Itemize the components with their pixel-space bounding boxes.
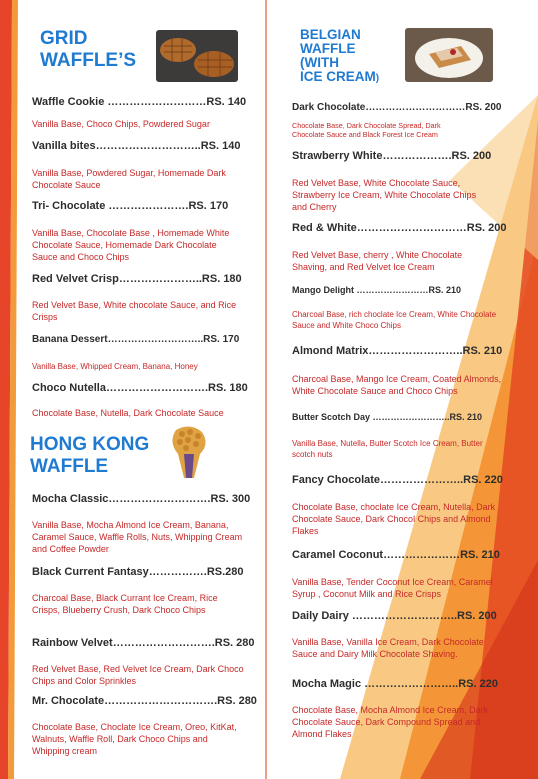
belgian-title-line3: (WITH — [300, 55, 339, 70]
belgian-title-line2: WAFFLE — [300, 41, 356, 56]
belgian-waffle-heading — [300, 28, 379, 86]
belgian-waffle-photo — [405, 28, 493, 82]
belgian-item-5-name: Almond Matrix……………………..RS. 210 — [292, 345, 503, 357]
grid-item-5-desc: Vanilla Base, Whipped Cream, Banana, Honey — [32, 362, 198, 371]
belgian-item-4-desc: Charcoal Base, rich choclate Ice Cream, White Chocolate Sauce and White Choco Chips — [292, 310, 497, 330]
grid-title-line1: GRID — [40, 28, 88, 49]
grid-waffle-heading — [40, 28, 136, 72]
belgian-item-10-name: Mocha Magic ……………………..RS. 220 — [292, 678, 498, 690]
hongkong-title-line2: WAFFLE — [30, 455, 109, 477]
grid-item-2-name: Vanilla bites………………………..RS. 140 — [32, 140, 241, 152]
hongkong-waffle-photo — [166, 424, 212, 482]
grid-item-1-name: Waffle Cookie ………………………RS. 140 — [32, 96, 247, 108]
belgian-title-paren: ) — [375, 73, 380, 84]
belgian-item-7-name: Fancy Chocolate…………………..RS. 220 — [292, 474, 503, 486]
belgian-title-ice-cream: ICE CREAM — [300, 69, 376, 84]
belgian-item-6-name: Butter Scotch Day ……………………..RS. 210 — [292, 412, 483, 422]
grid-title-line2: WAFFLE’S — [40, 49, 137, 71]
grid-item-6-desc: Chocolate Base, Nutella, Dark Chocolate Sauce — [32, 408, 224, 418]
hk-item-2-name: Black Current Fantasy…………….RS.280 — [32, 566, 244, 578]
hk-item-3-desc: Red Velvet Base, Red Velvet Ice Cream, Dark Choco Chips and Color Sprinkles — [32, 664, 244, 686]
grid-item-4-desc: Red Velvet Base, White chocolate Sauce, and Rice Crisps — [32, 300, 237, 322]
belgian-title-line1: BELGIAN — [300, 27, 361, 42]
hongkong-waffle-heading — [30, 434, 149, 478]
hk-item-4-name: Mr. Chocolate………………………….RS. 280 — [32, 695, 257, 707]
belgian-item-7-desc: Chocolate Base, choclate Ice Cream, Nutella, Dark Chocolate Sauce, Dark Chocol Chips and Almond Flakes — [292, 502, 496, 536]
hk-item-1-desc: Vanilla Base, Mocha Almond Ice Cream, Banana, Caramel Sauce, Waffle Rolls, Nuts, Whipping Cream and Coffee Powder — [32, 520, 243, 554]
belgian-item-9-name: Daily Dairy ………………………..RS. 200 — [292, 610, 497, 622]
hongkong-title-line1: HONG KONG — [30, 434, 150, 455]
belgian-item-9-desc: Vanilla Base, Vanilla Ice Cream, Dark Chocolate Sauce and Dairy Milk Chocolate Shaving. — [292, 637, 484, 659]
belgian-item-2-name: Strawberry White……………….RS. 200 — [292, 150, 492, 162]
belgian-item-1-name: Dark Chocolate…………………………RS. 200 — [292, 102, 502, 113]
grid-item-6-name: Choco Nutella……………………….RS. 180 — [32, 382, 248, 394]
hk-item-4-desc: Chocolate Base, Choclate Ice Cream, Oreo, KitKat, Walnuts, Waffle Roll, Dark Choco Chips and Whipping cream — [32, 722, 237, 756]
grid-item-2-desc: Vanilla Base, Powdered Sugar, Homemade Dark Chocolate Sauce — [32, 168, 226, 190]
belgian-item-3-desc: Red Velvet Base, cherry , White Chocolate Shaving, and Red Velvet Ice Cream — [292, 250, 463, 272]
grid-item-5-name: Banana Dessert………………………..RS. 170 — [32, 334, 240, 345]
grid-item-3-name: Tri- Chocolate ………………….RS. 170 — [32, 200, 229, 212]
belgian-item-8-desc: Vanilla Base, Tender Coconut Ice Cream, Caramel Syrup , Coconut Milk and Rice Crisps — [292, 577, 493, 599]
belgian-item-6-desc: Vanilla Base, Nutella, Butter Scotch Ice Cream, Butter scotch nuts — [292, 439, 483, 459]
belgian-item-3-name: Red & White…………………………RS. 200 — [292, 222, 507, 234]
hk-item-1-name: Mocha Classic……………………….RS. 300 — [32, 493, 251, 505]
belgian-item-1-desc: Chocolate Base, Dark Chocolate Spread, Dark Chocolate Sauce and Black Forest Ice Cream — [292, 121, 441, 139]
hk-item-3-name: Rainbow Velvet……………………….RS. 280 — [32, 637, 255, 649]
belgian-title-line4 — [300, 70, 379, 86]
belgian-item-2-desc: Red Velvet Base, White Chocolate Sauce, Strawberry Ice Cream, White Chocolate Chips and Cherry — [292, 178, 477, 212]
grid-item-3-desc: Vanilla Base, Chocolate Base , Homemade White Chocolate Sauce, Homemade Dark Chocolate Sauce and Choco Chips — [32, 228, 230, 262]
grid-item-4-name: Red Velvet Crisp…………………..RS. 180 — [32, 273, 242, 285]
grid-waffle-photo — [156, 30, 238, 82]
belgian-item-4-name: Mango Delight ……………………RS. 210 — [292, 285, 462, 295]
hk-item-2-desc: Charcoal Base, Black Currant Ice Cream, Rice Crisps, Blueberry Crush, Dark Choco Chips — [32, 593, 218, 615]
grid-item-1-desc: Vanilla Base, Choco Chips, Powdered Sugar — [32, 119, 210, 129]
belgian-item-10-desc: Chocolate Base, Mocha Almond Ice Cream, Dark Chocolate Sauce, Dark Compound Spread and Almond Flakes — [292, 705, 489, 739]
belgian-item-5-desc: Charcoal Base, Mango Ice Cream, Coated Almonds, White Chocolate Sauce and Choco Chips — [292, 374, 502, 396]
belgian-item-8-name: Caramel Coconut…………………RS. 210 — [292, 549, 500, 561]
